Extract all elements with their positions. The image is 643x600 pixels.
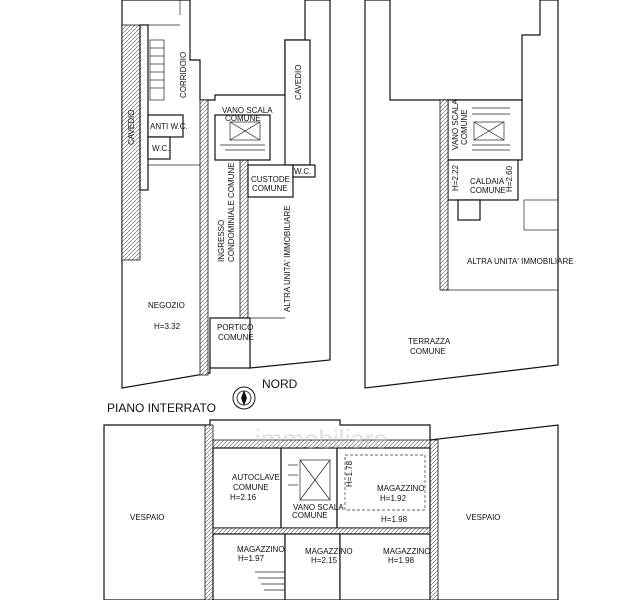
label-anti-wc: ANTI W.C. [150, 122, 188, 131]
label-lower-vano-scala-1: VANO SCALA [293, 503, 344, 512]
label-magazzino-a-h: H=1.92 [380, 494, 407, 503]
label-corridoio: CORRIDOIO [179, 51, 188, 98]
label-h198-a: H=1.98 [381, 515, 408, 524]
label-r-vano-scala-2: COMUNE [460, 109, 469, 145]
label-autoclave-2: COMUNE [233, 483, 269, 492]
label-caldaia-2: COMUNE [470, 186, 506, 195]
label-portico-1: PORTICO [217, 323, 254, 332]
watermark: immobiliare [255, 424, 388, 454]
label-cavedio-right: CAVEDIO [294, 64, 303, 100]
label-vespaio-left: VESPAIO [130, 513, 165, 522]
label-caldaia-1: CALDAIA [470, 177, 505, 186]
label-terrazza-2: COMUNE [410, 347, 446, 356]
label-terrazza-1: TERRAZZA [408, 337, 451, 346]
label-r-altra-unita: ALTRA UNITA' IMMOBILIARE [467, 257, 574, 266]
label-h178: H=1.78 [345, 460, 354, 487]
label-negozio-h: H=3.32 [154, 322, 181, 331]
label-magazzino-d: MAGAZZINO [383, 547, 431, 556]
label-magazzino-d-h: H=1.98 [388, 556, 415, 565]
label-wc-right: W.C. [294, 167, 312, 176]
label-cavedio-left: CAVEDIO [127, 109, 136, 145]
north-arrow-icon [233, 387, 255, 409]
label-vano-scala-1: VANO SCALA [222, 106, 273, 115]
label-magazzino-c: MAGAZZINO [305, 547, 353, 556]
label-autoclave-1: AUTOCLAVE [232, 473, 280, 482]
label-magazzino-c-h: H=2.15 [311, 556, 338, 565]
upper-right-plan [365, 0, 558, 388]
label-negozio: NEGOZIO [148, 301, 185, 310]
label-lower-vano-scala-2: COMUNE [292, 511, 328, 520]
section-title: PIANO INTERRATO [107, 401, 216, 415]
label-wc-left: W.C. [152, 144, 170, 153]
label-vespaio-right: VESPAIO [466, 513, 501, 522]
label-autoclave-h: H=2.16 [230, 493, 257, 502]
label-r-h222: H=2.22 [451, 164, 460, 191]
label-r-h260: H=2.60 [505, 165, 514, 192]
label-magazzino-b-h: H=1.97 [238, 554, 265, 563]
label-r-vano-scala-1: VANO SCALA [451, 99, 460, 150]
label-portico-2: COMUNE [218, 333, 254, 342]
label-magazzino-b: MAGAZZINO [237, 545, 285, 554]
label-magazzino-a: MAGAZZINO [377, 484, 425, 493]
label-ingresso-1: INGRESSO [217, 219, 226, 262]
north-label: NORD [262, 377, 298, 391]
label-custode-1: CUSTODE [251, 175, 290, 184]
label-ingresso-2: CONDOMINIALE COMUNE [227, 162, 236, 262]
label-custode-2: COMUNE [252, 184, 288, 193]
label-vano-scala-2: COMUNE [225, 114, 261, 123]
label-altra-unita-left: ALTRA UNITA' IMMOBILIARE [283, 205, 292, 312]
